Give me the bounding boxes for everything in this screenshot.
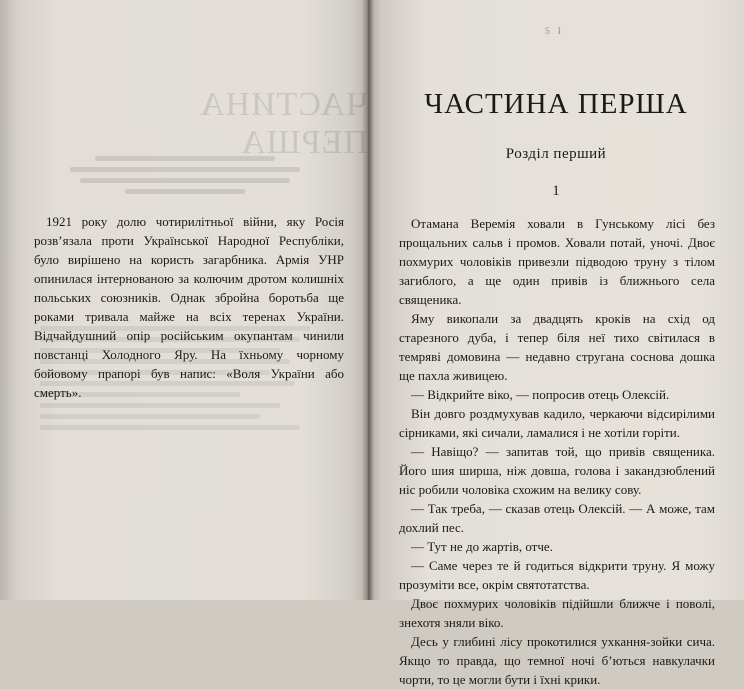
paragraph: Він довго роздмухував кадило, черкаючи відсирілими сірниками, які сичали, ламалися і не хотіли горіти. (399, 406, 715, 440)
paragraph: Яму викопали за двадцять кроків на схід од старезного дуба, і тепер біля неї тихо світилася в темряві домовина — недавно стругана соснова дошка ще пахла живицею. (399, 311, 715, 383)
chapter-title: Розділ перший (505, 146, 607, 162)
paragraph: Двоє похмурих чоловіків підійшли ближче і поволі, знехотя зняли віко. (399, 596, 715, 630)
intro-paragraph: 1921 року долю чотирилітньої війни, яку Росія розв’язала проти Української Народної Республіки, було вирішено на користь загарбника. Армія УНР опинилася інтернованою за колючим дротом колишніх польських союзників. Однак збройна боротьба ще роками тривала майже на всіх теренах України. Відчайдушний опір російським окупантам чинили повстанці Холодного Яру. На їхньому чорному бойовому прапорі був напис: «Воля України або смерть». (34, 214, 344, 400)
paragraph: — Саме через те й годиться відкрити труну. Я можу прозуміти все, окрім святотатства. (399, 558, 715, 592)
left-page-text (34, 212, 344, 402)
running-header: 5 I (545, 26, 564, 36)
right-page-text (399, 214, 715, 689)
paragraph: Десь у глибині лісу прокотилися ухкання-зойки сича. Якщо то правда, що темної ночі б’ються навкулачки чорти, то це могли бути і їхні крики. (399, 634, 715, 687)
paragraph: — Тут не до жартів, отче. (411, 539, 553, 554)
paragraph: — Відкрийте віко, — попросив отець Олексій. (411, 387, 670, 402)
show-through-lines (70, 150, 300, 200)
part-title: ЧАСТИНА ПЕРША (424, 88, 688, 120)
paragraph: Отамана Веремія ховали в Гунському лісі без прощальних сальв і промов. Ховали потай, уночі. Двоє похмурих чоловіків привезли підводою труну з тілом загиблого, а ще один привів із ближнього села священика. (399, 216, 715, 307)
paragraph: — Навіщо? — запитав той, що привів священика. Його шия ширша, ніж довша, голова і закандзюблений ніс робили чоловіка схожим на велику сову. (399, 444, 715, 497)
paragraph: — Так треба, — сказав отець Олексій. — А може, там дохлий пес. (399, 501, 715, 535)
chapter-number: 1 (552, 183, 560, 199)
show-through-title: ЧАСТИНА ПЕРША (198, 86, 368, 161)
